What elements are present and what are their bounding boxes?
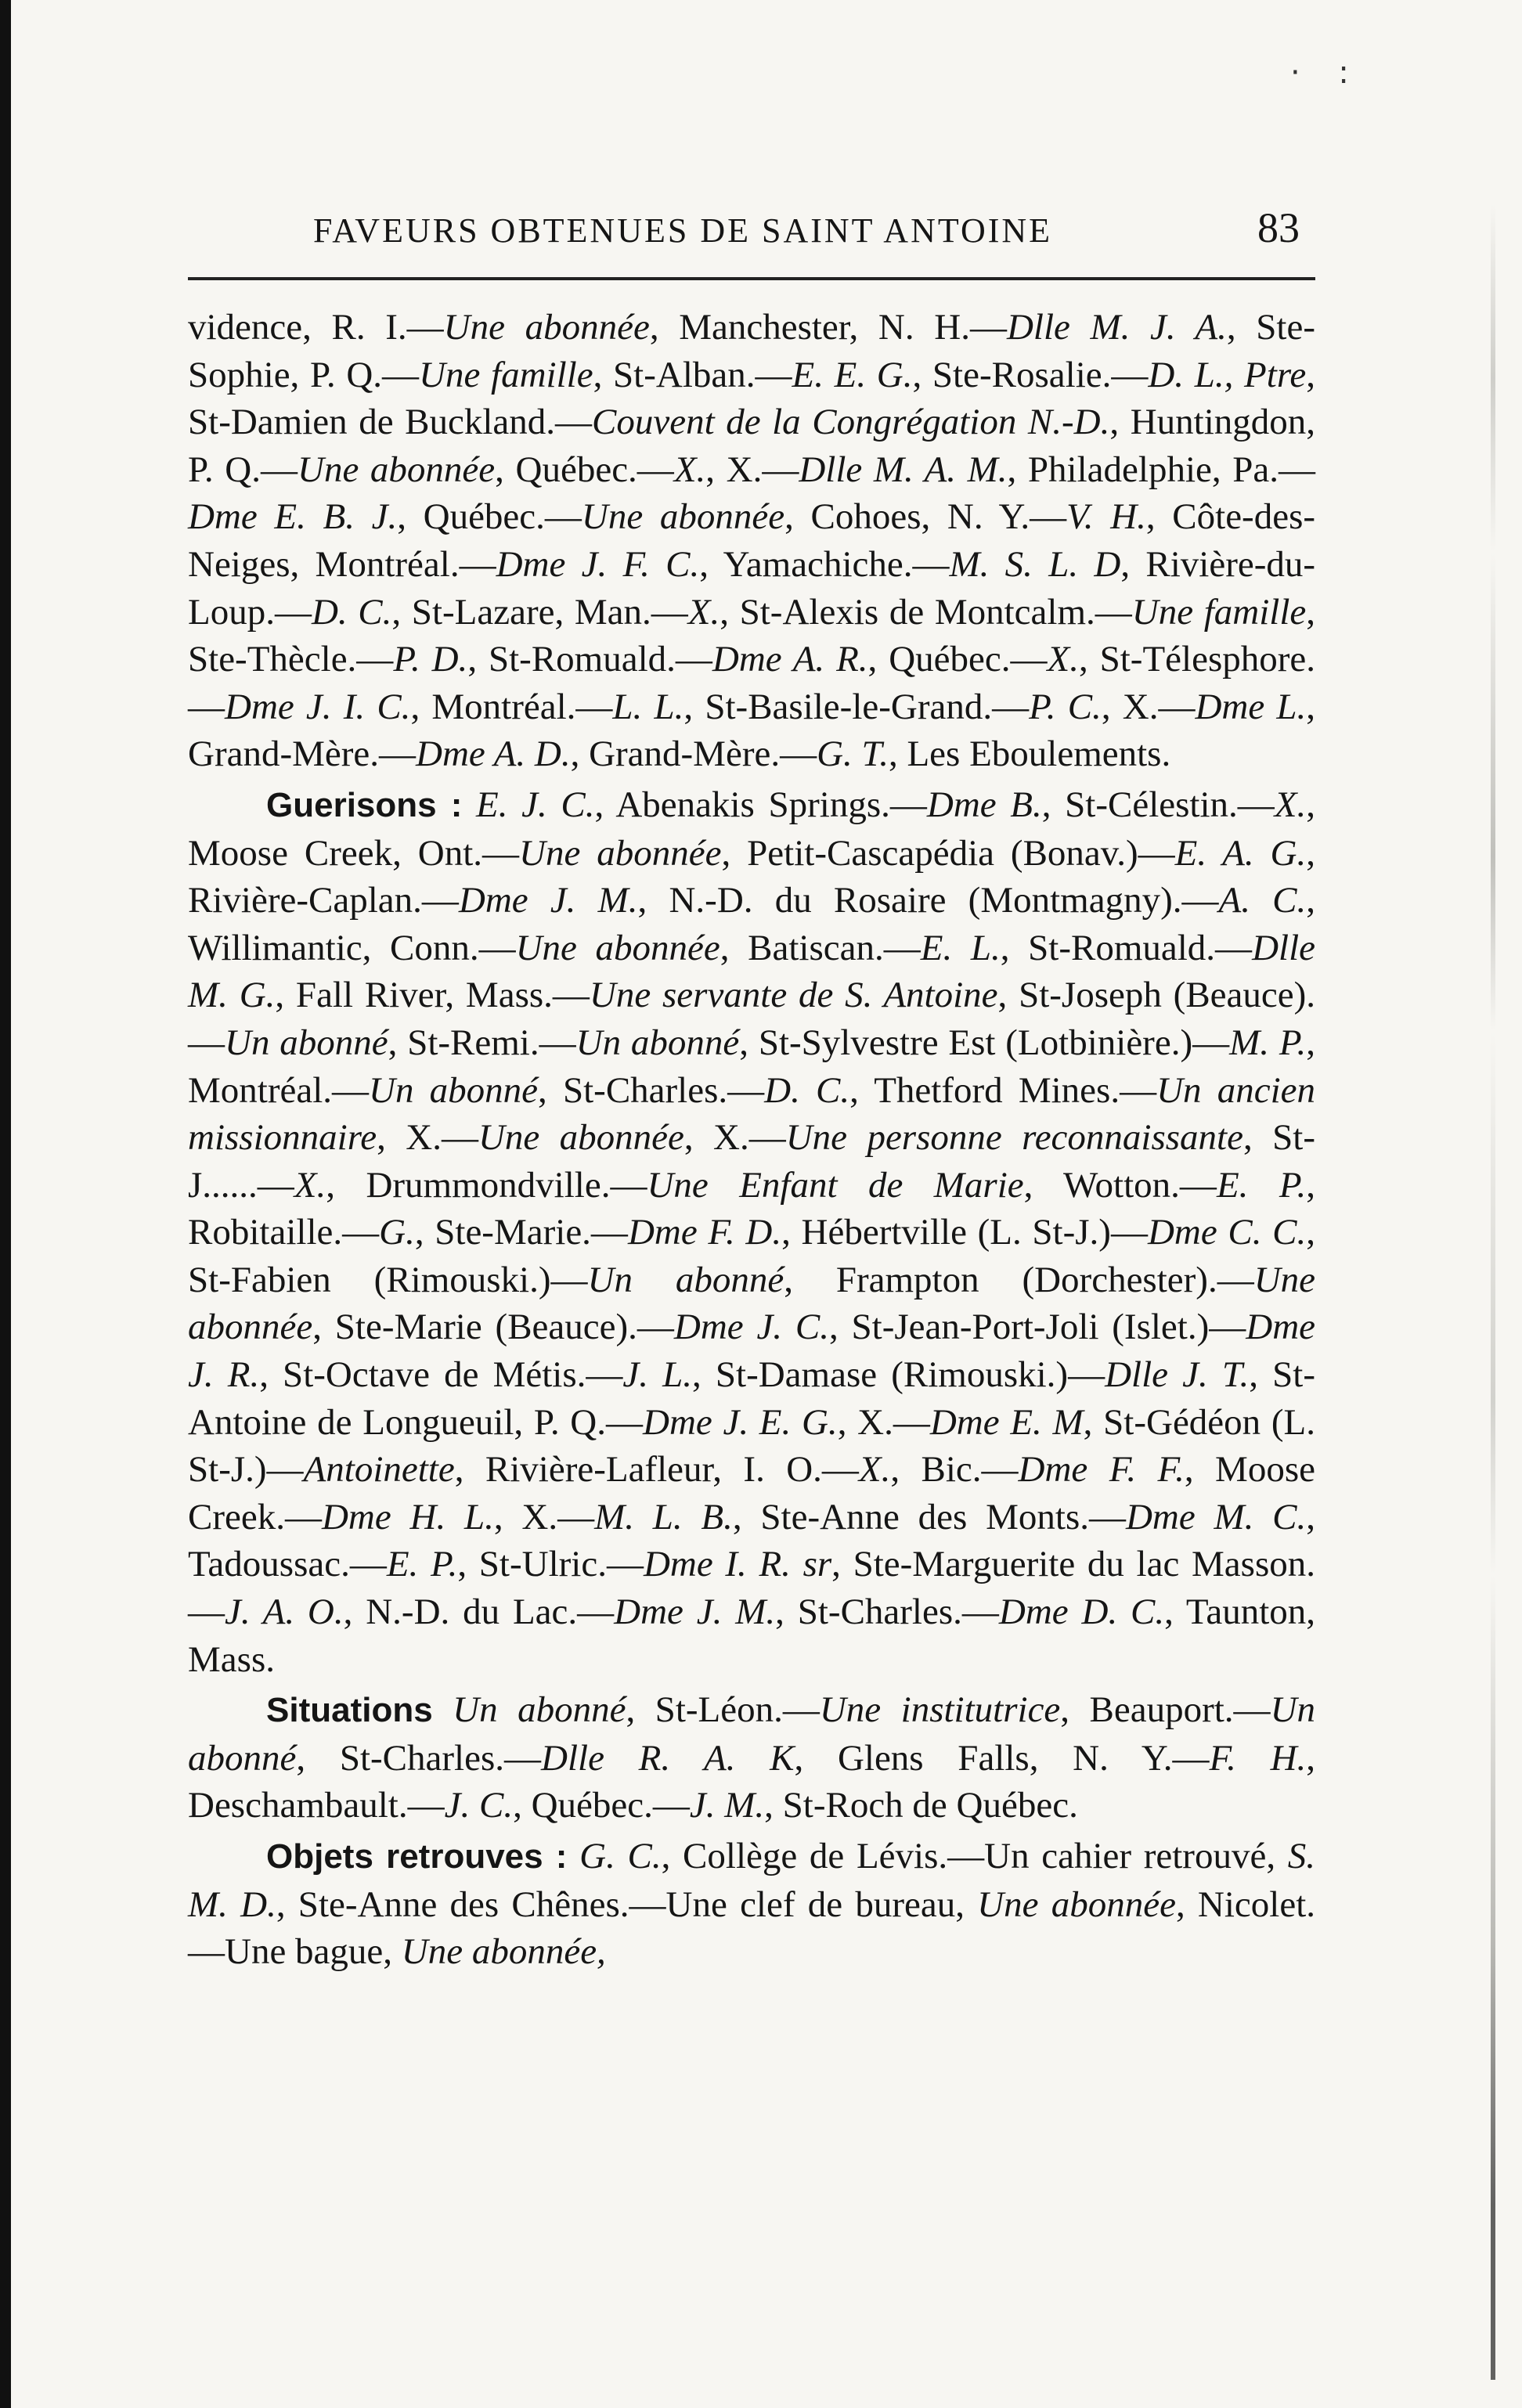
text-run: , St-Sylvestre Est (Lotbinière.)— [739, 1022, 1230, 1063]
text-run: , Ste-Marie.— [414, 1212, 628, 1253]
italic-name-run: J. C. [444, 1785, 514, 1826]
italic-name-run: Dme H. L. [321, 1496, 494, 1537]
text-run: , St-Antoine de Longueuil, P. Q.— [188, 1354, 1315, 1443]
text-run: , Petit-Cascapédia (Bonav.)— [721, 832, 1175, 874]
italic-name-run: D. C. [311, 591, 392, 633]
italic-name-run: Dme J. R. [188, 1307, 1315, 1396]
text-run: , St-Octave de Métis.— [259, 1354, 623, 1396]
italic-name-run: E. L. [920, 927, 1001, 968]
section-heading-objets: Objets retrouves : [266, 1837, 568, 1876]
running-title: FAVEURS OBTENUES DE SAINT ANTOINE [313, 211, 1053, 250]
text-run: , Batiscan.— [720, 927, 921, 968]
text-run: , Thetford Mines.— [849, 1069, 1157, 1111]
italic-name-run: Dme J. E. G. [643, 1401, 838, 1443]
italic-name-run: G. T. [817, 734, 889, 775]
italic-name-run: S. M. D. [188, 1836, 1315, 1925]
text-run: , Québec.— [513, 1785, 690, 1826]
italic-name-run: Dme A. D. [416, 734, 571, 775]
italic-name-run: E. P. [1216, 1164, 1307, 1206]
text-run: , Moose Creek, Ont.— [188, 784, 1315, 874]
italic-name-run: Antoinette [303, 1449, 455, 1491]
text-run: , St-J......— [188, 1117, 1315, 1206]
italic-name-run: Dme E. M [929, 1401, 1084, 1443]
italic-name-run: Une Enfant de Marie [647, 1164, 1024, 1206]
text-run: , Philadelphie, Pa.— [1007, 449, 1315, 490]
text-run: , St-Gédéon (L. St-J.)— [188, 1401, 1315, 1491]
italic-name-run: Dme F. D. [627, 1212, 782, 1253]
text-run [433, 1689, 453, 1730]
italic-name-run: X. [858, 1449, 891, 1491]
text-run: , Robitaille.— [188, 1164, 1315, 1253]
text-run: , X.— [705, 449, 799, 490]
italic-name-run: Couvent de la Congrégation N.-D. [592, 402, 1110, 443]
italic-name-run: J. L. [622, 1354, 693, 1396]
text-run: , Rivière-du-Loup.— [188, 543, 1316, 633]
section-heading-guerisons: Guerisons : [266, 785, 463, 824]
italic-name-run: F. H. [1209, 1737, 1307, 1779]
text-run: , Moose Creek.— [188, 1449, 1315, 1537]
italic-name-run: Une institutrice [819, 1689, 1061, 1731]
text-run: , Québec.— [397, 496, 582, 538]
italic-name-run: V. H. [1066, 496, 1146, 538]
page-edge-shadow [0, 0, 11, 2408]
text-run: , Québec.— [867, 639, 1048, 680]
text-run: , St-Léon.— [626, 1689, 820, 1731]
text-run: , Manchester, N. H.— [649, 307, 1007, 348]
text-run: , Rivière-Lafleur, I. O.— [454, 1449, 859, 1491]
italic-name-run: E. A. G. [1174, 832, 1307, 874]
text-run: , X.— [377, 1117, 478, 1159]
paragraph-situations [188, 1686, 1315, 1829]
text-run: , St-Jean-Port-Joli (Islet.)— [828, 1307, 1246, 1348]
italic-name-run: Dlle R. A. K [541, 1737, 795, 1779]
italic-name-run: Dme F. F. [1018, 1449, 1185, 1491]
margin-rule [1491, 204, 1495, 2380]
text-run: , Ste-Anne des Chênes.—Une clef de bureau, [276, 1884, 978, 1925]
italic-name-run: Une abonnée [443, 307, 650, 348]
text-run [567, 1836, 579, 1876]
text-run: , Côte-des-Neiges, Montréal.— [188, 496, 1316, 585]
running-head [188, 204, 1315, 266]
italic-name-run: G. [379, 1212, 415, 1253]
text-run: , Ste-Anne des Monts.— [732, 1496, 1126, 1537]
text-run: , Taunton, Mass. [188, 1592, 1316, 1680]
italic-name-run: Un abonné [225, 1022, 388, 1063]
text-run: , St-Fabien (Rimouski.)— [188, 1212, 1315, 1300]
italic-name-run: J. M. [689, 1785, 765, 1826]
italic-name-run: G. C. [579, 1836, 662, 1876]
italic-name-run: Dme J. C. [673, 1307, 829, 1348]
italic-name-run: Une famille [419, 354, 593, 395]
italic-name-run: Un abonné [369, 1069, 539, 1111]
italic-name-run: Une abonnée [581, 496, 785, 538]
text-run: , St-Damien de Buckland.— [188, 354, 1315, 443]
italic-name-run: Dme A. R. [712, 639, 868, 680]
italic-name-run: E. J. C. [476, 784, 595, 825]
italic-name-run: X. [294, 1164, 326, 1206]
italic-name-run: A. C. [1218, 880, 1307, 921]
text-run: , Ste-Marguerite du lac Masson.— [188, 1544, 1315, 1633]
text-run: , Montréal.— [188, 1022, 1315, 1111]
text-run: , Cohoes, N. Y.— [784, 496, 1067, 538]
italic-name-run: Une abonnée [519, 832, 722, 874]
italic-name-run: Dme L. [1195, 686, 1307, 727]
text-run: , St-Damase (Rimouski.)— [692, 1354, 1105, 1396]
text-run: , St-Joseph (Beauce).— [188, 975, 1316, 1063]
italic-name-run: J. A. O. [225, 1592, 344, 1633]
paragraph-guerisons [188, 781, 1315, 1683]
italic-name-run: Un abonné [587, 1259, 784, 1300]
text-run: , Ste-Thècle.— [188, 591, 1315, 680]
text-run: , St-Remi.— [388, 1022, 576, 1063]
text-run: , Grand-Mère.— [570, 734, 817, 775]
italic-name-run: Dlle J. T. [1105, 1354, 1250, 1396]
text-run: , N.-D. du Rosaire (Montmagny).— [637, 880, 1219, 921]
italic-name-run: Dme C. C. [1147, 1212, 1307, 1253]
text-run: , Beauport.— [1060, 1689, 1271, 1731]
text-run: , Les Eboulements. [888, 734, 1171, 775]
margin-marks: · : [1290, 55, 1363, 91]
italic-name-run: P. C. [1029, 686, 1102, 727]
italic-name-run: Un ancien missionnaire [188, 1069, 1315, 1159]
text-run: , Abenakis Springs.— [594, 784, 927, 825]
text-run: , Frampton (Dorchester).— [784, 1259, 1254, 1300]
italic-name-run: X. [673, 449, 706, 490]
italic-name-run: Dme J. M. [614, 1592, 776, 1633]
text-run: , X.— [837, 1401, 930, 1443]
text-run: , Glens Falls, N. Y.— [794, 1737, 1210, 1779]
italic-name-run: M. L. B. [594, 1496, 733, 1537]
text-run: , Hébertville (L. St-J.)— [781, 1212, 1148, 1253]
italic-name-run: P. D. [393, 639, 468, 680]
text-run: , Québec.— [495, 449, 674, 490]
italic-name-run: Une abonnée, [401, 1931, 606, 1973]
section-heading-situations: Situations [266, 1691, 433, 1730]
italic-name-run: Dme D. C. [998, 1592, 1165, 1633]
italic-name-run: Dme J. M. [458, 880, 638, 921]
text-run: , Deschambault.— [188, 1737, 1316, 1826]
text-run [462, 784, 476, 825]
italic-name-run: E. E. G. [792, 354, 913, 395]
book-page [188, 204, 1315, 1976]
header-rule [188, 277, 1315, 280]
text-run: , St-Charles.— [775, 1592, 999, 1633]
text-run: , St-Ulric.— [457, 1544, 644, 1585]
text-run: , St-Alexis de Montcalm.— [720, 591, 1132, 633]
italic-name-run: Une personne reconnaissante [785, 1117, 1243, 1159]
text-run: , St-Basile-le-Grand.— [683, 686, 1030, 727]
text-run: , Ste-Sophie, P. Q.— [188, 307, 1315, 395]
text-run: vidence, R. I.— [188, 307, 444, 348]
text-run: , Fall River, Mass.— [275, 975, 590, 1016]
italic-name-run: Dme I. R. sr [643, 1544, 832, 1585]
text-run: , Montréal.— [410, 686, 613, 727]
italic-name-run: Un abonné [188, 1689, 1316, 1779]
text-run: , Tadoussac.— [188, 1496, 1316, 1585]
text-run: , St-Roch de Québec. [764, 1785, 1078, 1826]
italic-name-run: E. P. [386, 1544, 458, 1585]
italic-name-run: M. S. L. D [949, 543, 1121, 585]
italic-name-run: D. L., Ptre [1148, 354, 1307, 395]
italic-name-run: Une abonnée [977, 1884, 1176, 1925]
italic-name-run: M. P. [1229, 1022, 1307, 1063]
text-run: , St-Romuald.— [1000, 927, 1253, 968]
italic-name-run: Dlle M. J. A. [1006, 307, 1227, 348]
page-number: 83 [1257, 204, 1300, 251]
text-run: , Ste-Marie (Beauce).— [312, 1307, 674, 1348]
paragraph-objets [188, 1833, 1315, 1976]
italic-name-run: Un abonné [453, 1689, 626, 1731]
italic-name-run: Une abonnée [478, 1117, 684, 1159]
text-run: , Wotton.— [1023, 1164, 1217, 1206]
italic-name-run: Dme M. C. [1125, 1496, 1307, 1537]
text-run: , Bic.— [890, 1449, 1019, 1491]
italic-name-run: Une abonnée [515, 927, 720, 968]
italic-name-run: Dme E. B. J. [188, 496, 398, 538]
text-run: , Nicolet.—Une bague, [188, 1884, 1316, 1973]
italic-name-run: X. [1047, 639, 1079, 680]
paragraph-continued [188, 304, 1315, 778]
italic-name-run: Dlle M. G. [188, 927, 1315, 1016]
italic-name-run: Dme J. F. C. [496, 543, 700, 585]
italic-name-run: Dme J. I. C. [225, 686, 411, 727]
text-run: , Grand-Mère.— [188, 686, 1316, 775]
text-run: , Ste-Rosalie.— [912, 354, 1149, 395]
text-run: , Huntingdon, P. Q.— [188, 402, 1315, 490]
text-run: , N.-D. du Lac.— [343, 1592, 615, 1633]
text-run: , Rivière-Caplan.— [188, 832, 1315, 921]
text-run: , Collège de Lévis.—Un cahier retrouvé, [661, 1836, 1288, 1876]
text-run: , St-Célestin.— [1041, 784, 1275, 825]
text-run: , St-Charles.— [296, 1737, 542, 1779]
italic-name-run: Une servante de S. Antoine [589, 975, 998, 1016]
text-run: , St-Télesphore.— [188, 639, 1315, 727]
text-run: , St-Lazare, Man.— [391, 591, 688, 633]
text-run: , X.— [1101, 686, 1196, 727]
italic-name-run: D. C. [764, 1069, 850, 1111]
italic-name-run: Une abonnée [298, 449, 496, 490]
italic-name-run: Dme B. [926, 784, 1042, 825]
text-run: , Drummondville.— [326, 1164, 647, 1206]
italic-name-run: Dlle M. A. M. [799, 449, 1008, 490]
text-run: , X.— [493, 1496, 595, 1537]
italic-name-run: Une famille [1131, 591, 1307, 633]
text-run: , St-Romuald.— [467, 639, 712, 680]
text-run: , St-Charles.— [538, 1069, 765, 1111]
guerisons-text [188, 784, 1315, 1680]
italic-name-run: Une abonnée [188, 1259, 1316, 1348]
italic-name-run: Un abonné [575, 1022, 740, 1063]
italic-name-run: L. L. [612, 686, 684, 727]
text-run: , X.— [683, 1117, 786, 1159]
text-run: , Yamachiche.— [699, 543, 950, 585]
text-run: , St-Alban.— [593, 354, 792, 395]
italic-name-run: X. [1274, 784, 1307, 825]
text-run: , Willimantic, Conn.— [188, 880, 1315, 968]
italic-name-run: X. [687, 591, 720, 633]
